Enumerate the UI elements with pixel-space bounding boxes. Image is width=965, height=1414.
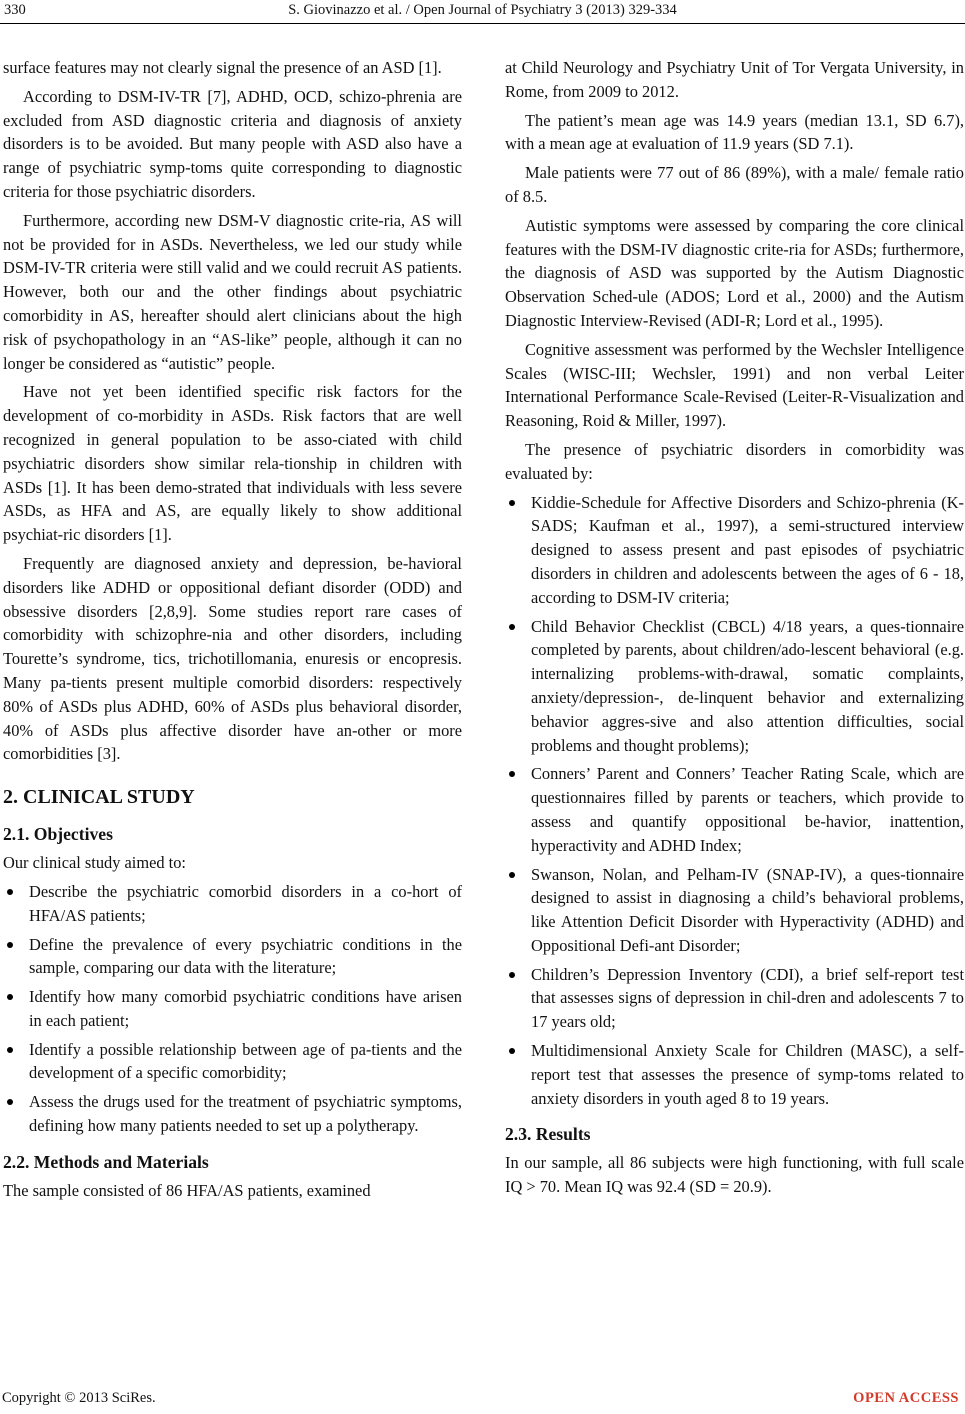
paragraph: According to DSM-IV-TR [7], ADHD, OCD, schizo-phrenia are excluded from ASD diagnostic criteria and diagnosis of anxiety disorders is to be avoided. But many people with ASD also have a range of psychiatric symp-toms quite corresponding to diagnostic criteria for those psychiatric disorders. (3, 86, 462, 201)
left-column (3, 56, 462, 1208)
bullet-icon (509, 624, 515, 630)
paragraph: The patient’s mean age was 14.9 years (median 13.1, SD 6.7), with a mean age at evaluation of 11.9 years (SD 7.1). (505, 110, 964, 154)
list-item-text: Child Behavior Checklist (CBCL) 4/18 years, a ques-tionnaire completed by parents, about children/ado-lescent behavioral (e.g. internalizing problems-with-drawal, somatic complaints, anxiety/depression-, de-linquent behavior and externalizing behavior aggres-sive and also attention difficulties, social problems and thought problems); (531, 616, 964, 755)
subsection-heading: 2.2. Methods and Materials (3, 1151, 209, 1172)
bullet-icon (509, 771, 515, 777)
list-item (505, 1039, 964, 1110)
list-item (3, 880, 462, 928)
right-column (505, 56, 964, 1204)
paragraph: Have not yet been identified specific risk factors for the development of co-morbidity in ASDs. Risk factors that are well recognized in general population to be asso-ciated with child psychiatric disorders show similar rela-tionship in children with ASDs [1]. It has been demo-strated that individuals with less severe ASDs, as HFA and AS, are equally likely to show additional psychiat-ric disorders [1]. (3, 382, 462, 545)
paragraph: Frequently are diagnosed anxiety and depression, be-havioral disorders like ADHD or oppositional defiant disorder (ODD) and obsessive disorders [2,8,9]. Some studies report rare cases of comorbidity with schizophre-nia and other disorders, including Tourette’s syndrome, tics, trichotillomania, enuresis or encopresis. Many pa-tients present multiple comorbid disorders: respectively 80% of ASDs plus ADHD, 60% of ASDs plus behavioral disorder, 40% of ASDs plus affective disorder have an-other or more comorbidities [3]. (3, 553, 462, 764)
list-item (3, 933, 462, 981)
list-item-text: Swanson, Nolan, and Pelham-IV (SNAP-IV), a ques-tionnaire designed to assist in diagnosing a child’s behavioral problems, like Attention Deficit Disorder with Hyperactivity (ADHD) and Oppositional Defi-ant Disorder; (531, 864, 964, 955)
list-item (505, 762, 964, 857)
running-head (0, 0, 965, 22)
bullet-icon (509, 1048, 515, 1054)
bullet-icon (7, 889, 13, 895)
list-item (3, 985, 462, 1033)
paragraph: Furthermore, according new DSM-V diagnostic crite-ria, AS will not be provided for in ASDs. Nevertheless, we led our study while DSM-IV-TR criteria were still valid and we could recruit AS patients. However, both our and the other findings about psychiatric comorbidity in AS, hereafter should alert clinicians about the high risk of psychopathology in an “AS-like” people, although it can no longer be considered as “autistic” people. (3, 210, 462, 373)
bullet-icon (509, 872, 515, 878)
paragraph: The sample consisted of 86 HFA/AS patients, examined (3, 1180, 371, 1200)
page-number: 330 (4, 2, 26, 18)
paragraph: Autistic symptoms were assessed by comparing the core clinical features with the DSM-IV diagnostic crite-ria for ASDs; furthermore, the diagnosis of ASD was supported by the Autism Diagnostic Observation Sched-ule (ADOS; Lord et al., 2000) and the Autism Diagnostic Interview-Revised (ADI-R; Lord et al., 1995). (505, 215, 964, 330)
paragraph: In our sample, all 86 subjects were high functioning, with full scale IQ > 70. Mean IQ was 92.4 (SD = 20.9). (505, 1153, 964, 1197)
section-heading: 2. CLINICAL STUDY (3, 786, 195, 809)
list-item (3, 1038, 462, 1086)
assessment-tools-list (505, 491, 964, 1111)
list-item (505, 963, 964, 1034)
running-title: S. Giovinazzo et al. / Open Journal of Psychiatry 3 (2013) 329-334 (288, 2, 677, 18)
header-rule (0, 23, 965, 24)
paragraph: Male patients were 77 out of 86 (89%), with a male/ female ratio of 8.5. (505, 163, 964, 206)
paragraph: Our clinical study aimed to: (3, 853, 186, 873)
bullet-icon (7, 942, 13, 948)
subsection-heading: 2.3. Results (505, 1124, 591, 1145)
bullet-icon (509, 500, 515, 506)
bullet-icon (7, 1099, 13, 1105)
list-item-text: Describe the psychiatric comorbid disorders in a co-hort of HFA/AS patients; (29, 881, 462, 925)
paragraph: surface features may not clearly signal the presence of an ASD [1]. (3, 58, 442, 77)
bullet-icon (7, 994, 13, 1000)
list-item-text: Define the prevalence of every psychiatric conditions in the sample, comparing our data with the literature; (29, 934, 462, 978)
copyright-notice: Copyright © 2013 SciRes. (2, 1390, 156, 1406)
list-item-text: Identify how many comorbid psychiatric conditions have arisen in each patient; (29, 987, 462, 1030)
list-item-text: Conners’ Parent and Conners’ Teacher Rating Scale, which are questionnaires filled by parents or teachers, which provide to assess and quantify oppositional be-havior, inattention, hyperactivity and ADHD Index; (531, 764, 964, 855)
bullet-icon (509, 972, 515, 978)
list-item (505, 863, 964, 958)
list-item-text: Identify a possible relationship between age of pa-tients and the development of a specific comorbidity; (29, 1039, 462, 1083)
paragraph: at Child Neurology and Psychiatry Unit of Tor Vergata University, in Rome, from 2009 to 2012. (505, 58, 964, 101)
bullet-icon (7, 1047, 13, 1053)
list-item (3, 1090, 462, 1138)
page-footer (0, 1390, 965, 1412)
list-item-text: Children’s Depression Inventory (CDI), a brief self-report test that assesses signs of depression in chil-dren and adolescents 7 to 17 years old; (531, 964, 964, 1032)
list-item-text: Kiddie-Schedule for Affective Disorders and Schizo-phrenia (K-SADS; Kaufman et al., 1997), a semi-structured interview designed to assess present and past episodes of psychiatric disorders in children and adolescents between the ages of 6 - 18, according to DSM-IV criteria; (531, 492, 964, 607)
list-item (505, 491, 964, 610)
subsection-heading: 2.1. Objectives (3, 824, 113, 845)
list-item-text: Assess the drugs used for the treatment of psychiatric symptoms, defining how many patients needed to set up a polytherapy. (29, 1092, 462, 1136)
list-item (505, 615, 964, 758)
paragraph: The presence of psychiatric disorders in comorbidity was evaluated by: (505, 439, 964, 483)
paragraph: Cognitive assessment was performed by the Wechsler Intelligence Scales (WISC-III; Wechsler, 1991) and non verbal Leiter International Performance Scale-Revised (Leiter-R-Visualization and Reasoning, Roid & Miller, 1997). (505, 339, 964, 431)
open-access-label: OPEN ACCESS (853, 1390, 959, 1406)
list-item-text: Multidimensional Anxiety Scale for Children (MASC), a self-report test that assesses the presence of symp-toms related to anxiety disorders in youth aged 8 to 19 years. (531, 1041, 964, 1108)
objectives-list (3, 880, 462, 1138)
